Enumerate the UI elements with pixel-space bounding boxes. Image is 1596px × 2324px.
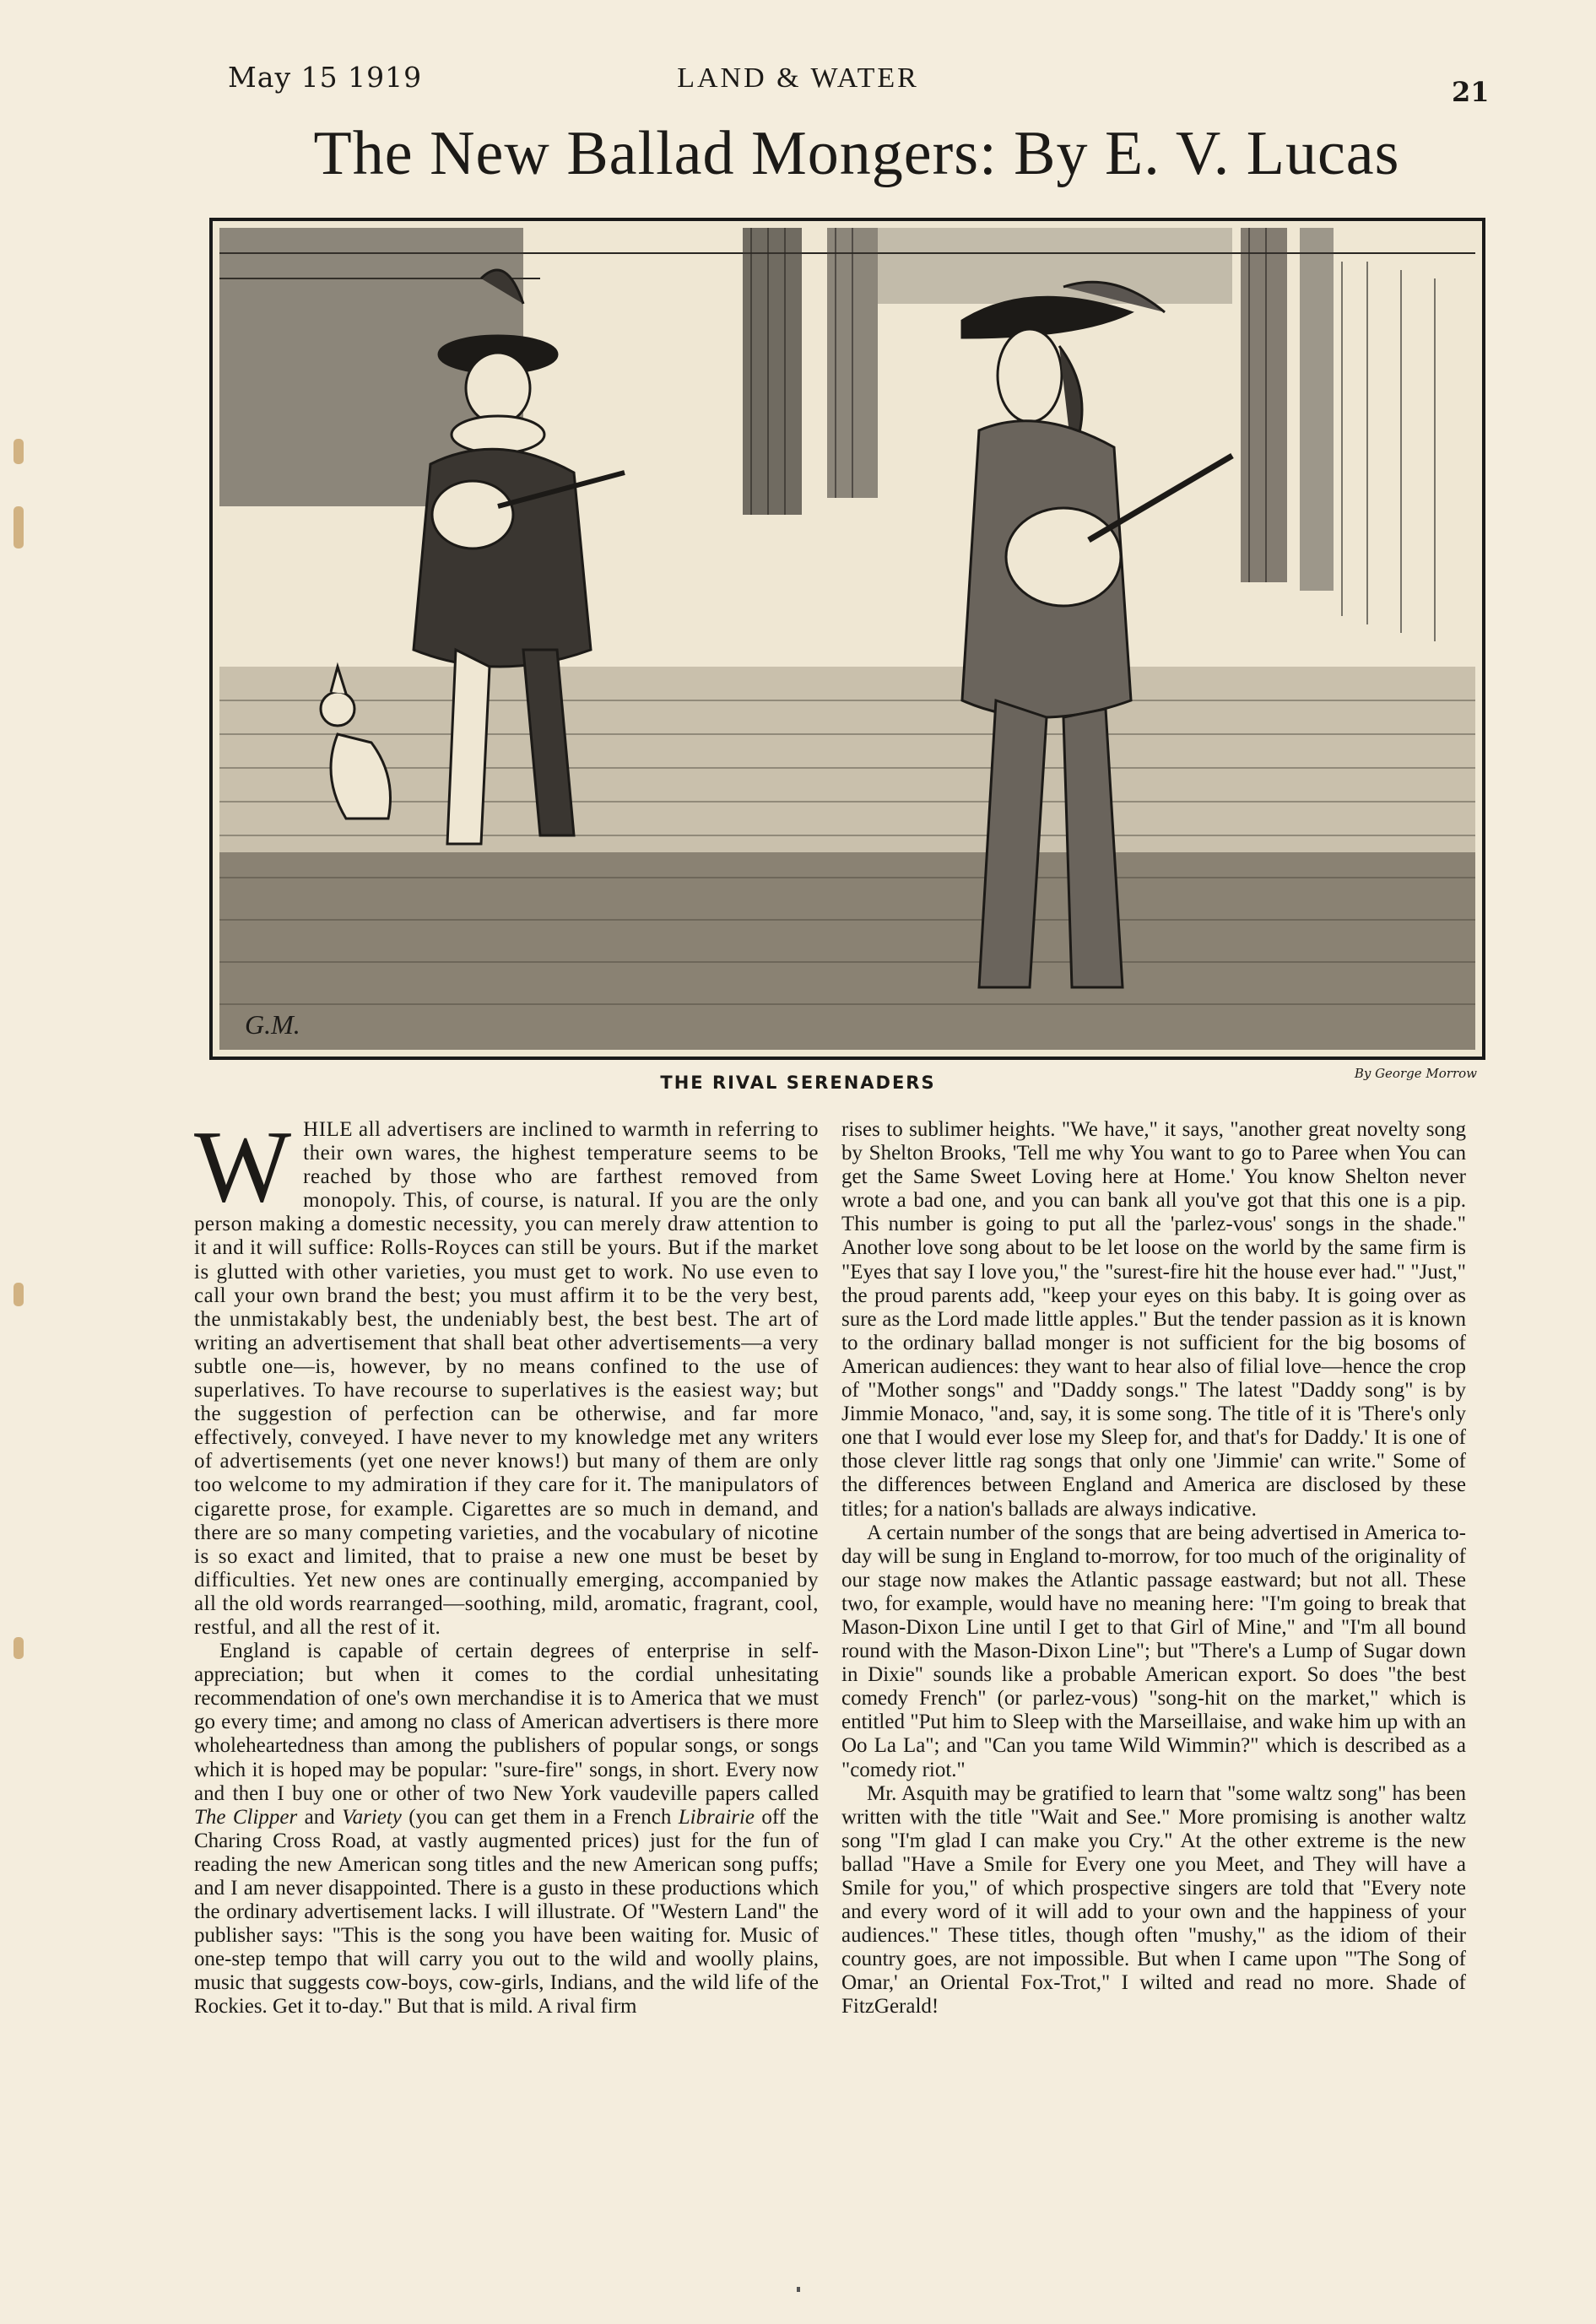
paper-stain (14, 506, 24, 549)
article-paragraph: rises to sublimer heights. "We have," it says, "another great novelty song by Shelton Brooks, 'Tell me why You want to go to Paree when You can get the Same Sweet Loving here at Home.' You know Shelton never wrote a bad one, and you can bank all you've got that this one is a pip. This number is going to put all the 'parlez-vous' songs in the shade." Another love song about to be let loose on the world by the same firm is "Eyes that say I love you," the "surest-fire hit the house ever had." "Just," the proud parents add, "keep your eyes on this baby. It is going over as sure as the Lord made little apples." But the tender passion as it is known to the ordinary ballad monger is not sufficient for the big bosoms of American audiences: they want to hear also of filial love—hence the crop of "Mother songs" and "Daddy songs." The latest "Daddy song" is by Jimmie Monaco, "and, say, it is some song. The title of it is 'There's only one that I would ever lose my Sleep for, and that's for Daddy.' It is one of those clever little rag songs that only one 'Jimmie' can write." Some of the differences between England and America are disclosed by these titles; for a nation's ballads are always indicative. (841, 1118, 1466, 1521)
illustration (209, 218, 1485, 1060)
paper-stain (14, 1637, 24, 1659)
illustration-caption: THE RIVAL SERENADERS (660, 1073, 936, 1093)
article-paragraph: WHILE all advertisers are inclined to warmth in referring to their own wares, the highest temperature seems to be reached by those who are farthest removed from monopoly. This, of course, is natural. If you are the only person making a domestic necessity, you can merely draw attention to it and it will suffice: Rolls-Royces can still be yours. But if the market is glutted with other varieties, you must get to work. No use even to call your own brand the best; you must affirm it to be the very best, the unmistakably best, the undeniably best, the best best. The art of writing an advertisement that shall beat other advertisements—a very subtle one—is, however, by no means confined to the use of superlatives. To have recourse to superlatives is the easiest way; but the suggestion of perfection can be otherwise, and far more effectively, conveyed. I have never to my knowledge met any writers of advertisements (yet one never knows!) but many of them are only too welcome to my admiration if they care for it. The manipulators of cigarette prose, for example. Cigarettes are so much in demand, and there are so many competing varieties, and the vocabulary of nicotine is so exact and limited, that to praise a new one must be beset by difficulties. Yet new ones are continually emerging, accompanied by all the old words rearranged—soothing, mild, aromatic, fragrant, cool, restful, and all the rest of it. (194, 1110, 819, 1639)
paper-title: The Clipper (194, 1805, 298, 1829)
article-paragraph: Mr. Asquith may be gratified to learn that "some waltz song" has been written with the title "Wait and See." More promising is another waltz song "I'm glad I can make you Cry." At the other extreme is the new ballad "Have a Smile for Every one you Meet, and They will have a Smile for you," of which prospective singers are told that "Every note and every word of it will add to your own and the happiness of your audiences." These titles, though often "mushy," as the idiom of their country goes, are not impossible. But when I came upon "'The Song of Omar,' an Oriental Fox-Trot," I wilted and read no more. Shade of FitzGerald! (841, 1781, 1466, 2019)
article-column-left (194, 1110, 819, 2019)
paper-title: Variety (342, 1805, 402, 1829)
article-column-right (841, 1118, 1466, 2019)
print-mark (797, 2287, 800, 2292)
serenaders-drawing (219, 228, 1475, 1050)
artist-signature: G.M. (245, 1009, 300, 1040)
article-paragraph: A certain number of the songs that are being advertised in America to-day will be sung in England to-morrow, for too much of the originality of our stage now makes the Atlantic passage eastward; but not all. These two, for example, would have no meaning here: "I'm going to break that Mason-Dixon Line until I get to that Girl of Mine," and "I'm all bound round with the Mason-Dixon Line"; but "There's a Lump of Sugar down in Dixie" sounds like a probable American export. So does "the best comedy French" (or parlez-vous) "song-hit on the market," which is entitled "Put him to Sleep with the Marseillaise, and wake him up with an Oo La La"; and "Can you tame Wild Wimmin?" which is described as a "comedy riot." (841, 1521, 1466, 1781)
article-title: The New Ballad Mongers: By E. V. Lucas (313, 119, 1400, 188)
illustration-credit: By George Morrow (1354, 1066, 1477, 1081)
article-paragraph: England is capable of certain degrees of enterprise in self-appreciation; but when it comes to the cordial unhesitating recommendation of one's own merchandise it is to America that we must go every time; and among no class of American advertisers is there more wholeheartedness than among the publishers of popular songs, or songs which it is hoped may be popular: "sure-fire" songs, in short. Every now and then I buy one or other of two New York vaudeville papers called The Clipper and Variety (you can get them in a French Librairie off the Charing Cross Road, at vastly augmented prices) just for the fun of reading the new American song titles and the new American song puffs; and I am never disappointed. There is a gusto in these productions which the ordinary advertisement lacks. I will illustrate. Of "Western Land" the publisher says: "This is the song you have been waiting for. Music of one-step tempo that will carry you out to the wild and woolly plains, music that suggests cow-boys, cow-girls, Indians, and the wild life of the Rockies. Get it to-day." But that is mild. A rival firm (194, 1640, 819, 2019)
page-header (0, 52, 1596, 108)
magazine-name: LAND & WATER (677, 62, 919, 94)
paper-stain (14, 1283, 24, 1306)
issue-date: May 15 1919 (228, 61, 423, 94)
paper-stain (14, 439, 24, 464)
page-number: 21 (1452, 76, 1490, 108)
librairie-word: Librairie (678, 1805, 755, 1829)
drop-cap: W (194, 1110, 292, 1224)
